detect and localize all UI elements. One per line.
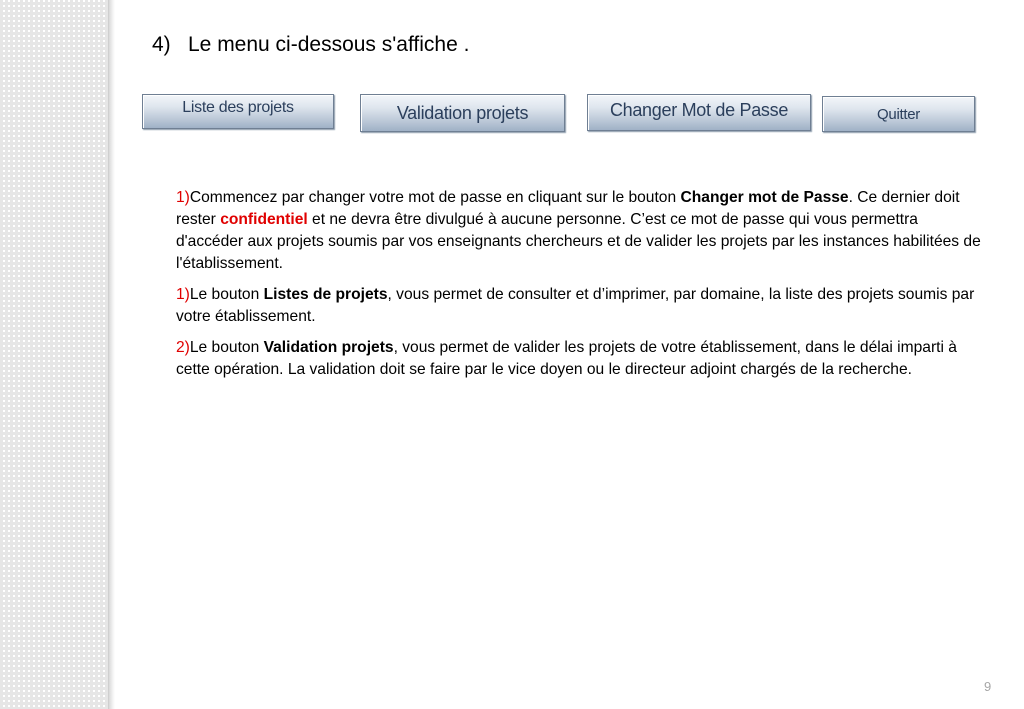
quitter-button[interactable]: Quitter [822, 96, 975, 132]
listes-de-projets-reference: Listes de projets [263, 286, 388, 303]
paragraph-number: 1) [176, 286, 190, 303]
paragraph-change-password [176, 187, 981, 275]
paragraph-text: . Ce dernier doit rester [176, 189, 960, 228]
paragraph-text: et ne devra être divulgué à aucune personne. C’est ce mot de passe qui vous permettra d'accéder aux projets soumis par vos enseignants chercheurs et de valider les projets par les instances habilitées de l'établissement. [176, 211, 981, 272]
changer-mot-de-passe-reference: Changer mot de Passe [680, 189, 849, 206]
changer-mot-de-passe-button[interactable]: Changer Mot de Passe [587, 94, 811, 131]
paragraph-number: 2) [176, 339, 190, 356]
confidentiel-emphasis: confidentiel [220, 211, 308, 228]
paragraph-liste-projets [176, 284, 981, 328]
instructions [176, 187, 981, 390]
heading-text: Le menu ci-dessous s'affiche . [188, 33, 470, 56]
paragraph-text: , vous permet de valider les projets de votre établissement, dans le délai imparti à cette opération. La validation doit se faire par le vice doyen ou le directeur adjoint chargés de la recherche. [176, 339, 957, 378]
validation-projets-reference: Validation projets [263, 339, 394, 356]
paragraph-text: Commencez par changer votre mot de passe en cliquant sur le bouton [189, 189, 681, 206]
decorative-side-pattern [0, 0, 108, 709]
paragraph-text: Le bouton [189, 286, 264, 303]
paragraph-number: 1) [176, 189, 190, 206]
page-number: 9 [984, 679, 992, 694]
validation-projets-button[interactable]: Validation projets [360, 94, 565, 132]
paragraph-text: Le bouton [189, 339, 264, 356]
slide-heading [152, 33, 469, 57]
liste-projets-button[interactable]: Liste des projets [142, 94, 334, 129]
paragraph-text: , vous permet de consulter et d’imprimer, par domaine, la liste des projets soumis par votre établissement. [176, 286, 975, 325]
heading-number: 4) [152, 33, 171, 56]
side-divider [108, 0, 115, 709]
paragraph-validation-projets [176, 337, 981, 381]
